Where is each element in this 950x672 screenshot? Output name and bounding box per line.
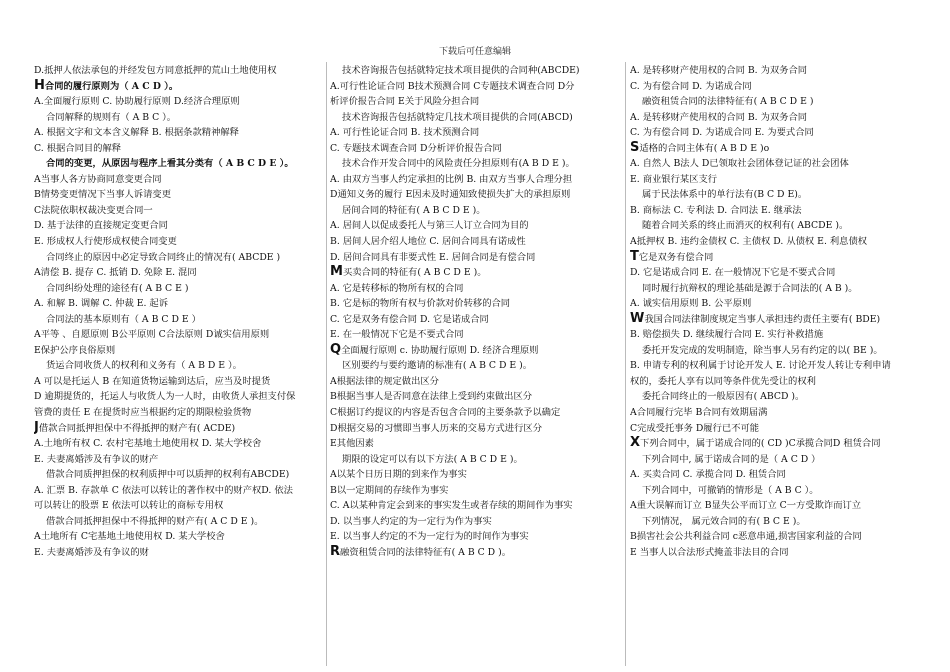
- text-line: [330, 374, 622, 390]
- line-text: D. 基于法律的直接规定变更合同: [34, 220, 168, 232]
- line-text: A平等 、自愿原则 B公平原则 C合法原则 D诚实信用原则: [34, 329, 270, 341]
- line-text: 技术合作开发合同中的风险责任分担原则有(A B D E )。: [342, 158, 575, 170]
- text-line: [34, 156, 330, 172]
- text-line: [34, 203, 330, 219]
- line-text: 借款合同抵押担保中不得抵押的财产有( A C D E )。: [46, 515, 264, 527]
- line-text: B. 居间人居介绍人地位 C. 居间合同具有诺成性: [330, 236, 526, 248]
- section-letter: X: [630, 436, 641, 451]
- line-text: A. 可行性论证合同 B. 技术预测合同: [330, 127, 480, 139]
- text-line: [330, 343, 622, 359]
- line-text: A. 是转移财产使用权的合同 B. 为双务合同: [630, 65, 808, 76]
- text-line: [34, 296, 330, 312]
- text-line: [34, 141, 330, 157]
- text-line: [34, 436, 330, 452]
- text-line: [34, 218, 330, 234]
- text-line: [34, 514, 330, 530]
- line-text: 期限的设定可以有以下方法( A B C D E )。: [342, 453, 523, 465]
- line-text: A根据法律的规定做出区分: [330, 375, 439, 387]
- line-text: A.全面履行原则 C. 协助履行原则 D.经济合理原则: [34, 96, 240, 108]
- line-text: 融资租赁合同的法律特征有( A B C D )。: [340, 546, 512, 558]
- line-text: 居间合同的特征有( A B C D E )。: [342, 204, 486, 216]
- line-text: D通知义务的履行 E因未及时通知致使损失扩大的承担原则: [330, 189, 571, 201]
- text-line: [330, 421, 622, 437]
- text-line: [330, 141, 622, 157]
- line-text: B损害社会公共利益合同 c恶意串通,损害国家利益的合同: [630, 531, 862, 543]
- text-line: [630, 141, 930, 157]
- line-text: A土地所有 C宅基地土地使用权 D. 某大学校舍: [34, 531, 225, 543]
- line-text: 合同解释的规则有（ A B C ）。: [46, 111, 177, 123]
- text-line: [630, 63, 930, 79]
- column-divider: [625, 62, 626, 666]
- text-line: [34, 110, 330, 126]
- line-text: A 可以是托运人 B 在知道货物运输到达后，应当及时提货: [34, 375, 271, 387]
- line-text: B根据当事人是否同意在法律上受到约束做出区分: [330, 391, 533, 403]
- line-text: A. 诚实信用原则 B. 公平原则: [630, 298, 752, 310]
- line-text: C. 专题技术调查合同 D分析评价报告合同: [330, 142, 502, 154]
- line-text: 它是双务有偿合同: [638, 251, 714, 263]
- text-line: [630, 358, 930, 374]
- text-line: [630, 436, 930, 452]
- line-text: B. 申请专利的权利属于讨论开发人 E. 讨论开发人转让专利申请: [630, 360, 891, 372]
- line-text: A抵押权 B. 违约金债权 C. 主债权 D. 从债权 E. 利息债权: [630, 236, 868, 248]
- text-line: [630, 389, 930, 405]
- text-line: [630, 312, 930, 328]
- text-line: [34, 79, 330, 95]
- text-line: [330, 405, 622, 421]
- text-line: [330, 312, 622, 328]
- text-line: [630, 374, 930, 390]
- text-line: [630, 483, 930, 499]
- text-line: [34, 421, 330, 437]
- column-divider: [326, 62, 327, 666]
- text-line: [330, 218, 622, 234]
- line-text: A. 根据文字和文本含义解释 B. 根据条款精神解释: [34, 127, 239, 139]
- text-line: [34, 483, 330, 499]
- text-line: [330, 187, 622, 203]
- line-text: A. 是转移财产使用权的合同 B. 为双务合同: [630, 111, 808, 123]
- section-letter: M: [330, 265, 343, 280]
- section-letter: R: [330, 544, 341, 559]
- line-text: 下列合同中，属于诺成合同的( CD )C承揽合同D 租赁合同: [640, 438, 881, 450]
- section-letter: T: [630, 249, 639, 264]
- text-line: [630, 79, 930, 95]
- line-text: 合同的变更，从原因与程序上看其分类有（ A B C D E ）。: [46, 158, 294, 170]
- text-line: [630, 172, 930, 188]
- text-line: [630, 467, 930, 483]
- line-text: E. 夫妻离婚涉及有争议的财产: [34, 453, 159, 465]
- line-text: A.土地所有权 C. 农村宅基地土地使用权 D. 某大学校舍: [34, 438, 262, 450]
- line-text: D 逾期提货的，托运人与收货人为一人时，由收货人承担支付保: [34, 391, 296, 403]
- text-line: [34, 94, 330, 110]
- line-text: 属于民法体系中的单行法有(B C D E)。: [642, 189, 808, 201]
- text-line: [34, 389, 330, 405]
- line-text: D. 以当事人约定的为一定行为作为事实: [330, 515, 492, 527]
- line-text: E. 在一般情况下它是不要式合同: [330, 329, 464, 341]
- section-letter: W: [630, 311, 645, 326]
- line-text: D. 居间合同具有非要式性 E. 居间合同是有偿合同: [330, 251, 536, 263]
- text-line: [630, 110, 930, 126]
- text-line: [330, 358, 622, 374]
- text-line: [330, 529, 622, 545]
- line-text: A. 自然人 B法人 D已领取社会团体登记证的社会团体: [630, 158, 849, 170]
- line-text: 合同的履行原则为（ A C D ）。: [44, 80, 179, 92]
- text-line: [630, 250, 930, 266]
- text-line: [34, 343, 330, 359]
- text-line: [34, 529, 330, 545]
- line-text: A重大误解而订立 B显失公平而订立 C一方受欺诈而订立: [630, 500, 862, 512]
- line-text: B. 商标法 C. 专利法 D. 合同法 E. 继承法: [630, 204, 802, 216]
- line-text: B情势变更情况下当事人诉请变更: [34, 189, 171, 201]
- text-line: [630, 187, 930, 203]
- line-text: 全面履行原则 c. 协助履行原则 D. 经济合理原则: [341, 344, 539, 356]
- text-line: [330, 156, 622, 172]
- line-text: C根据订约提议的内容是否包含合同的主要条款予以确定: [330, 407, 561, 419]
- text-line: [34, 250, 330, 266]
- text-line: [330, 467, 622, 483]
- text-line: [630, 498, 930, 514]
- line-text: 下列合同中，可撤销的情形是（ A B C ）。: [642, 484, 819, 496]
- line-text: 适格的合同主体有( A B D E )o: [639, 142, 770, 154]
- text-line: [330, 545, 622, 561]
- line-text: 合同终止的原因中必定导致合同终止的情况有( ABCDE ): [46, 251, 281, 263]
- text-line: [330, 514, 622, 530]
- line-text: 融资租赁合同的法律特征有( A B C D E ): [642, 96, 814, 108]
- line-text: 委托开发完成的发明制造，除当事人另有约定的以( BE )。: [642, 344, 883, 356]
- text-line: [630, 156, 930, 172]
- section-letter: Q: [330, 342, 342, 357]
- text-line: [330, 203, 622, 219]
- line-text: C. 为有偿合同 D. 为诺成合同 E. 为要式合同: [630, 127, 814, 139]
- text-line: [34, 374, 330, 390]
- line-text: 区别要约与要约邀请的标准有( A B C D E )。: [342, 360, 533, 372]
- column-3: [630, 63, 930, 665]
- text-line: [630, 234, 930, 250]
- line-text: E. 夫妻离婚涉及有争议的财: [34, 546, 149, 558]
- line-text: A. 汇票 B. 存款单 C 依法可以转让的著作权中的财产权D. 依法: [34, 484, 293, 496]
- text-line: [330, 265, 622, 281]
- text-line: [330, 79, 622, 95]
- line-text: E 当事人以合法形式掩盖非法目的合同: [630, 546, 789, 558]
- text-line: [630, 421, 930, 437]
- text-line: [34, 327, 330, 343]
- text-line: [630, 296, 930, 312]
- line-text: 合同纠纷处理的途径有( A B C E ): [46, 282, 189, 294]
- text-line: [630, 545, 930, 561]
- line-text: A当事人各方协商同意变更合同: [34, 173, 162, 185]
- text-line: [34, 187, 330, 203]
- text-line: [34, 358, 330, 374]
- line-text: B以一定期间的存续作为事实: [330, 484, 449, 496]
- text-line: [34, 545, 330, 561]
- page-header: 下载后可任意编辑: [438, 47, 511, 57]
- text-line: [630, 265, 930, 281]
- text-line: [330, 498, 622, 514]
- column-1: [34, 63, 330, 665]
- line-text: 我国合同法律制度规定当事人承担违约责任主要有( BDE): [644, 313, 881, 325]
- text-line: [34, 234, 330, 250]
- text-line: [330, 389, 622, 405]
- line-text: 管费的责任 E 在提货时应当根据约定的期限检验货物: [34, 407, 252, 419]
- text-line: [34, 498, 330, 514]
- line-text: 可以转让的股票 E 依法可以转让的商标专用权: [34, 500, 224, 512]
- text-line: [34, 172, 330, 188]
- line-text: C. A以某种肯定会到来的事实发生或者存续的期间作为事实: [330, 500, 573, 512]
- text-line: [630, 125, 930, 141]
- text-line: [330, 94, 622, 110]
- line-text: A. 和解 B. 调解 C. 仲裁 E. 起诉: [34, 298, 168, 310]
- text-line: [630, 343, 930, 359]
- text-line: [630, 203, 930, 219]
- text-line: [330, 296, 622, 312]
- text-line: [330, 483, 622, 499]
- section-letter: J: [34, 420, 39, 435]
- line-text: A. 买卖合同 C. 承揽合同 D. 租赁合同: [630, 469, 786, 481]
- text-line: [630, 327, 930, 343]
- line-text: 技术咨询报告包括就特定几技术项目提供的合同(ABCD): [342, 111, 573, 123]
- text-line: [630, 452, 930, 468]
- text-line: [330, 234, 622, 250]
- text-line: [630, 218, 930, 234]
- text-line: [34, 452, 330, 468]
- text-line: [330, 436, 622, 452]
- text-line: [330, 172, 622, 188]
- text-line: [630, 514, 930, 530]
- line-text: B. 它是标的物所有权与价款对价转移的合同: [330, 298, 511, 310]
- section-letter: H: [34, 78, 45, 93]
- text-line: [34, 281, 330, 297]
- line-text: E. 商业银行某区支行: [630, 173, 718, 185]
- text-line: [330, 63, 622, 79]
- text-line: [34, 467, 330, 483]
- line-text: 下列情况， 属元效合同的有( B C E )。: [642, 515, 806, 527]
- line-text: A. 它是转移标的物所有权的合同: [330, 282, 464, 294]
- line-text: 借款合同抵押担保中不得抵押的财产有( ACDE): [38, 422, 236, 434]
- line-text: 下列合同中, 属于诺成合同的是（ A C D ）: [642, 453, 821, 465]
- text-line: [630, 281, 930, 297]
- text-line: [34, 312, 330, 328]
- line-text: D.抵押人依法承包的并经发包方同意抵押的荒山土地使用权: [34, 65, 277, 76]
- text-line: [330, 125, 622, 141]
- section-letter: S: [630, 140, 640, 155]
- line-text: A以某个日历日期的到来作为事实: [330, 469, 467, 481]
- text-line: [34, 125, 330, 141]
- line-text: C. 它是双务有偿合同 D. 它是诺成合同: [330, 313, 489, 325]
- line-text: A. 由双方当事人约定承担的比例 B. 由双方当事人合理分担: [330, 173, 573, 185]
- line-text: 析评价报告合同 E关于风险分担合同: [330, 96, 480, 108]
- text-line: [330, 110, 622, 126]
- line-text: C. 为有偿合同 D. 为诺成合同: [630, 80, 752, 92]
- line-text: B. 赔偿损失 D. 继续履行合同 E. 实行补救措施: [630, 329, 824, 341]
- line-text: 权的，委托人享有以同等条件优先受让的权利: [630, 375, 816, 387]
- text-line: [630, 94, 930, 110]
- text-line: [34, 63, 330, 79]
- line-text: A.可行性论证合同 B技术预测合同 C专题技术调查合同 D分: [330, 80, 575, 92]
- text-line: [34, 405, 330, 421]
- line-text: C法院依职权裁决变更合同一: [34, 204, 153, 216]
- line-text: 货运合同收货人的权利和义务有（ A B D E ）。: [46, 360, 242, 372]
- line-text: 委托合同终止的一般原因有( ABCD )。: [642, 391, 805, 403]
- line-text: C完成受托事务 D履行已不可能: [630, 422, 760, 434]
- line-text: D根据交易的习惯即当事人历来的交易方式进行区分: [330, 422, 542, 434]
- line-text: E. 以当事人约定的不为一定行为的时间作为事实: [330, 531, 529, 543]
- text-line: [330, 452, 622, 468]
- line-text: 同时履行抗辩权的理论基础是源于合同法的( A B )。: [642, 282, 858, 294]
- line-text: 买卖合同的特征有( A B C D E )。: [342, 267, 487, 279]
- text-line: [330, 281, 622, 297]
- text-line: [630, 529, 930, 545]
- line-text: A清偿 B. 提存 C. 抵销 D. 免除 E. 混同: [34, 267, 197, 279]
- line-text: 技术咨询报告包括就特定技术项目提供的合同种(ABCDE): [342, 65, 580, 76]
- text-line: [34, 265, 330, 281]
- line-text: A. 居间人以促成委托人与第三人订立合同为目的: [330, 220, 529, 232]
- text-line: [330, 327, 622, 343]
- line-text: 合同法的基本原则有（ A B C D E ）: [46, 313, 201, 325]
- line-text: D. 它是诺成合同 E. 在一般情况下它是不要式合同: [630, 267, 836, 279]
- column-2: [330, 63, 622, 665]
- line-text: E其他因素: [330, 438, 374, 450]
- line-text: A合同履行完毕 B合同有效期届满: [630, 407, 768, 419]
- text-line: [330, 250, 622, 266]
- line-text: 借款合同质押担保的权利质押中可以质押的权利有ABCDE): [46, 469, 290, 481]
- line-text: E保护公序良俗原则: [34, 344, 116, 356]
- line-text: C. 根据合同目的解释: [34, 142, 122, 154]
- line-text: 随着合同关系的终止而消灭的权利有( ABCDE )。: [642, 220, 849, 232]
- text-line: [630, 405, 930, 421]
- line-text: E. 形成权人行使形成权使合同变更: [34, 236, 177, 248]
